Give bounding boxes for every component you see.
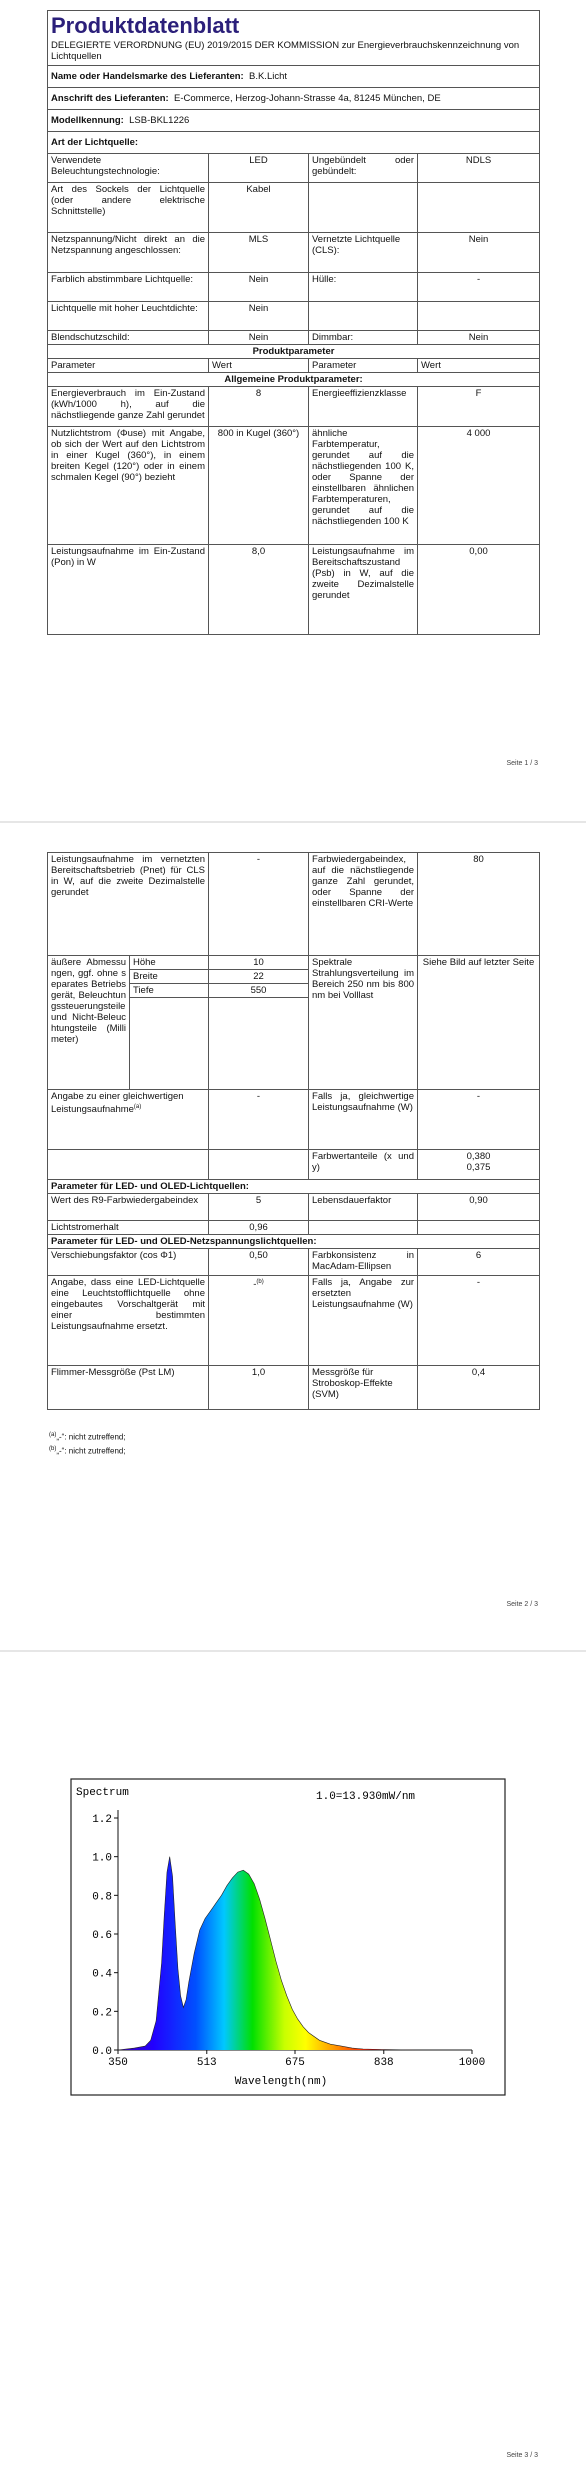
x-tick-label: 1000 (458, 2057, 486, 2069)
y-tick-label: 1.0 (92, 1852, 112, 1865)
type-row-label: Lichtquelle mit hoher Leuchtdichte: (48, 302, 209, 331)
param-label: Energieeffizienzklasse (309, 387, 418, 427)
type-row-value: Nein (209, 331, 309, 345)
param-value: 1,0 (209, 1366, 309, 1410)
param-value: 0,50 (209, 1249, 309, 1276)
dimension-name: Tiefe (130, 984, 209, 998)
param-value: 800 in Kugel (360°) (209, 427, 309, 545)
footnote-b: $^{(b)}$„-“: nicht zutreffend; (49, 1446, 126, 1456)
mains-params-header: Parameter für LED- und OLED-Netzspannungslichtquellen: (48, 1235, 540, 1249)
param-label: Flimmer-Messgröße (Pst LM) (48, 1366, 209, 1410)
dimension-name: Höhe (130, 956, 209, 970)
footnote-ref: (a) (133, 1104, 142, 1110)
footnote-b-text: „-“: nicht zutreffend; (56, 1446, 126, 1456)
param-label: Verschiebungsfaktor (cos Φ1) (48, 1249, 209, 1276)
param-value: - (209, 1090, 309, 1150)
param-value: F (418, 387, 540, 427)
param-label: Farbwiedergabeindex, auf die nächstliegende ganze Zahl gerundet, oder Spanne der einstellbaren CRI-Werte (309, 853, 418, 956)
chromaticity-x: 0,380 (466, 1151, 491, 1162)
type-row-value: LED (209, 154, 309, 183)
product-params-header: Produktparameter (48, 345, 540, 359)
param-label: Messgröße für Stroboskop-Effekte (SVM) (309, 1366, 418, 1410)
param-value: 5 (209, 1194, 309, 1221)
supplier-address-value: E-Commerce, Herzog-Johann-Strasse 4a, 81245 München, DE (174, 93, 441, 104)
type-row-value: Nein (418, 331, 540, 345)
param-label: ähnliche Farbtemperatur, gerundet auf die nächstliegenden 100 K, oder Spanne der einstellbaren ähnlichen Farbtemperaturen, gerundet auf die nächstliegenden 100 K (309, 427, 418, 545)
param-label: Falls ja, Angabe zur ersetzten Leistungsaufnahme (W) (309, 1276, 418, 1366)
type-row-label: Hülle: (309, 273, 418, 302)
param-label: Lebensdauerfaktor (309, 1194, 418, 1221)
x-tick-label: 350 (108, 2057, 128, 2069)
param-label: Leistungsaufnahme im Ein-Zustand (Pon) in W (48, 545, 209, 635)
param-value: 8,0 (209, 545, 309, 635)
footnote-a: $^{(a)}$„-“: nicht zutreffend; (49, 1432, 126, 1442)
param-value: 0,96 (209, 1221, 309, 1235)
param-value: 0,4 (418, 1366, 540, 1410)
y-tick-label: 0.6 (92, 1930, 112, 1942)
type-row-value (418, 183, 540, 233)
param-value: 0,90 (418, 1194, 540, 1221)
type-row-label: Verwendete Beleuchtungstechnologie: (48, 154, 209, 183)
x-tick-label: 675 (285, 2057, 305, 2069)
x-tick-label: 838 (373, 2057, 394, 2069)
x-tick-label: 513 (196, 2057, 217, 2069)
retrofit-value: - (253, 1279, 257, 1291)
type-row-value: Nein (418, 233, 540, 273)
param-label (48, 1090, 209, 1150)
param-value: 8 (209, 387, 309, 427)
chart-title: Spectrum (76, 1787, 129, 1799)
param-value: 0,00 (418, 545, 540, 635)
y-tick-label: 0.2 (92, 2007, 112, 2020)
spectrum-param-value: Siehe Bild auf letzter Seite (418, 956, 540, 1090)
type-row-label (309, 302, 418, 331)
page1-datasheet-table (47, 10, 540, 635)
param-value: 6 (418, 1249, 540, 1276)
col-header-param: Parameter (48, 359, 209, 373)
type-row-value: NDLS (418, 154, 540, 183)
param-label: Wert des R9-Farbwiedergabeindex (48, 1194, 209, 1221)
param-label: Falls ja, gleichwertige Leistungsaufnahme (W) (309, 1090, 418, 1150)
param-label: Farbkonsistenz in MacAdam-Ellipsen (309, 1249, 418, 1276)
type-row-value: Kabel (209, 183, 309, 233)
page-title: Produktdatenblatt (48, 11, 540, 40)
regulation-text: DELEGIERTE VERORDNUNG (EU) 2019/2015 DER KOMMISSION zur Energieverbrauchskennzeichnung von Lichtquellen (48, 39, 540, 66)
type-row-label: Art des Sockels der Lichtquelle (oder andere elektrische Schnittstelle) (48, 183, 209, 233)
equivalent-power-label: Angabe zu einer gleichwertigen Leistungsaufnahme (51, 1091, 184, 1116)
col-header-param: Parameter (309, 359, 418, 373)
param-label: Farbwertanteile (x und y) (309, 1150, 418, 1180)
footnote-a-text: „-“: nicht zutreffend; (56, 1432, 126, 1442)
supplier-brand-row (48, 66, 540, 88)
type-row-value: Nein (209, 273, 309, 302)
type-row-value: - (418, 273, 540, 302)
footnote-ref: (b) (256, 1279, 264, 1285)
type-row-label: Farblich abstimmbare Lichtquelle: (48, 273, 209, 302)
param-label: Lichtstromerhalt (48, 1221, 209, 1235)
type-row-value (418, 302, 540, 331)
type-row-value: MLS (209, 233, 309, 273)
param-label: Energieverbrauch im Ein-Zustand (kWh/1000 h), auf die nächstliegende ganze Zahl gerundet (48, 387, 209, 427)
chromaticity-y: 0,375 (466, 1162, 491, 1173)
param-value: - (418, 1276, 540, 1366)
light-source-type-header: Art der Lichtquelle: (48, 132, 540, 154)
page-footer: Seite 2 / 3 (506, 1601, 538, 1608)
param-value: 4 000 (418, 427, 540, 545)
page-footer: Seite 1 / 3 (506, 760, 538, 767)
model-value: LSB-BKL1226 (129, 115, 190, 126)
page-separator (0, 1650, 586, 1652)
type-row-label (309, 183, 418, 233)
param-value: - (209, 853, 309, 956)
chromaticity-values (418, 1150, 540, 1180)
supplier-brand-label: Name oder Handelsmarke des Lieferanten: (51, 71, 244, 82)
param-label: Leistungsaufnahme im vernetzten Bereitschaftsbetrieb (Pnet) für CLS in W, auf die zweite Dezimalstelle gerundet (48, 853, 209, 956)
page-footer: Seite 3 / 3 (506, 2452, 538, 2459)
supplier-brand-value: B.K.Licht (249, 71, 288, 82)
dimension-value: 10 (209, 956, 309, 970)
type-row-label: Ungebündelt oder gebündelt: (309, 154, 418, 183)
page2-datasheet-table (47, 852, 540, 1410)
param-label: Leistungsaufnahme im Bereitschaftszustand (Psb) in W, auf die zweite Dezimalstelle gerundet (309, 545, 418, 635)
y-tick-label: 0.0 (92, 2046, 112, 2058)
param-label: Angabe, dass eine LED-Lichtquelle eine Leuchtstofflichtquelle ohne eingebautes Vorschaltgerät mit einer bestimmten Leistungsaufnahme ersetzt. (48, 1276, 209, 1366)
x-axis-label: Wavelength(nm) (234, 2076, 328, 2088)
y-tick-label: 0.8 (92, 1891, 112, 1904)
type-row-label: Vernetzte Lichtquelle (CLS): (309, 233, 418, 273)
supplier-address-label: Anschrift des Lieferanten: (51, 93, 169, 104)
param-label: Nutzlichtstrom (Φuse) mit Angabe, ob sich der Wert auf den Lichtstrom in einer Kugel (360°), in einem breiten Kegel (120°) oder in einem schmalen Kegel (90°) bezieht (48, 427, 209, 545)
supplier-address-row (48, 88, 540, 110)
page-separator (0, 821, 586, 823)
type-row-label: Dimmbar: (309, 331, 418, 345)
model-label: Modellkennung: (51, 115, 124, 126)
col-header-value: Wert (209, 359, 309, 373)
col-header-value: Wert (418, 359, 540, 373)
dimensions-label: äußere Abmessungen, ggf. ohne separates Betriebsgerät, Beleuchtungssteuerungsteile und Nicht-Beleuchtungsteile (Millimeter) (48, 956, 130, 1090)
param-value (209, 1276, 309, 1366)
dimension-value: 550 (209, 984, 309, 998)
param-value: 80 (418, 853, 540, 956)
param-value: - (418, 1090, 540, 1150)
y-tick-label: 1.2 (92, 1814, 112, 1826)
dimension-name: Breite (130, 970, 209, 984)
y-tick-label: 0.4 (92, 1968, 112, 1981)
chart-annotation: 1.0=13.930mW/nm (316, 1791, 416, 1803)
led-params-header: Parameter für LED- und OLED-Lichtquellen: (48, 1180, 540, 1194)
type-row-value: Nein (209, 302, 309, 331)
spectrum-chart (70, 1778, 506, 2096)
type-row-label: Netzspannung/Nicht direkt an die Netzspannung angeschlossen: (48, 233, 209, 273)
page-2 (0, 824, 586, 1648)
type-row-label: Blendschutzschild: (48, 331, 209, 345)
model-row (48, 110, 540, 132)
dimension-value: 22 (209, 970, 309, 984)
page-1 (0, 0, 586, 820)
spectrum-param-label: Spektrale Strahlungsverteilung im Bereich 250 nm bis 800 nm bei Volllast (309, 956, 418, 1090)
general-params-header: Allgemeine Produktparameter: (48, 373, 540, 387)
